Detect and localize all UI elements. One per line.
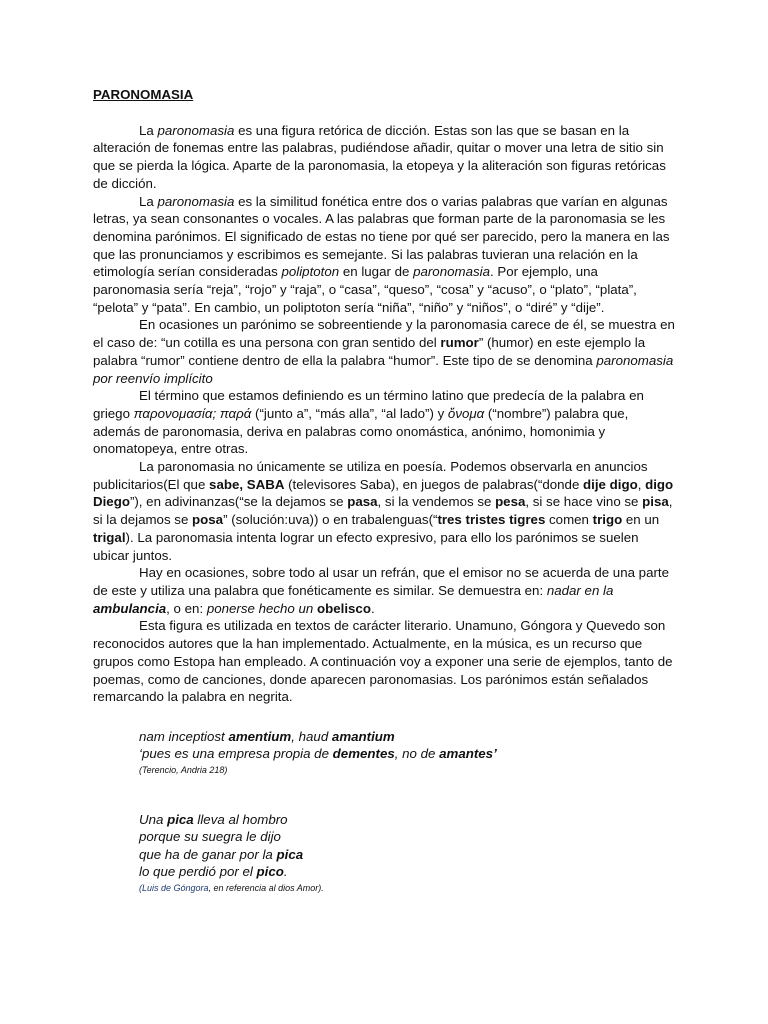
paragraph: La paronomasia es una figura retórica de dicción. Estas son las que se basan en la alteración de fonemas entre las palabras, pudiéndose añadir, quitar o mover una letra de sitio sin que se pierda la lógica. Aparte de la paronomasia, la etopeya y la aliteración son figuras retóricas de dicción. (93, 122, 666, 191)
document-title: PARONOMASIA (93, 87, 194, 102)
quote-line: ‘pues es una empresa propia de dementes, no de amantes’ (139, 746, 497, 762)
quote-line: que ha de ganar por la pica (139, 846, 304, 862)
paragraph: En ocasiones un parónimo se sobreentiende y la paronomasia carece de él, se muestra en el caso de: “un cotilla es una persona con gran sentido del rumor” (humor) en este ejemplo la palabra “rumor” contiene dentro de ella la palabra “humor”. Este tipo de se denomina paronomasia por reenvío implícito (93, 317, 675, 386)
paragraph: La paronomasia no únicamente se utiliza en poesía. Podemos observarla en anuncios publicitarios(El que sabe, SABA (televisores Saba), en juegos de palabras(“donde dije digo, digo Diego”), en adivinanzas(“se la dejamos se pasa, si la vendemos se pesa, si se hace vino se pisa, si la dejamos se posa” (solución:uva)) o en trabalenguas(“tres tristes tigres comen trigo en un trigal). La paronomasia intenta lograr un efecto expresivo, para ello los parónimos se suelen ubicar juntos. (93, 459, 674, 563)
citation-text: , en referencia al dios Amor). (208, 882, 324, 893)
quote-block-terencio (139, 728, 678, 777)
citation-link[interactable]: (Luis de Góngora (139, 882, 209, 893)
paragraph-list (93, 122, 678, 706)
paragraph: Esta figura es utilizada en textos de carácter literario. Unamuno, Góngora y Quevedo son reconocidos autores que la han implementado. Actualmente, en la música, es un recurso que grupos como Estopa han empleado. A continuación voy a exponer una serie de ejemplos, tanto de poemas, como de canciones, donde aparecen paronomasias. Los parónimos están señalados remarcando la palabra en negrita. (93, 618, 673, 705)
quote-line: Una pica lleva al hombro (139, 811, 288, 827)
quote-citation: (Terencio, Andria 218) (139, 764, 228, 775)
document-body (93, 86, 678, 895)
quote-citation (139, 881, 678, 895)
paragraph: Hay en ocasiones, sobre todo al usar un refrán, que el emisor no se acuerda de una parte de este y utiliza una palabra que fonéticamente es similar. Se demuestra en: nadar en la ambulancia, o en: ponerse hecho un obelisco. (93, 565, 669, 616)
quote-line: nam inceptiost amentium, haud amantium (139, 728, 395, 744)
quote-line: lo que perdió por el pico. (139, 864, 288, 880)
paragraph: La paronomasia es la similitud fonética entre dos o varias palabras que varían en algunas letras, ya sean consonantes o vocales. A las palabras que forman parte de la paronomasia se les denomina parónimos. El significado de estas no tiene por qué ser parecido, pero la manera en las que las pronunciamos y escribimos es semejante. Si las palabras tuvieran una relación en la etimología serían consideradas poliptoton en lugar de paronomasia. Por ejemplo, una paronomasia sería “reja”, “rojo” y “raja”, o “casa”, “queso”, “cosa” y “acuso”, o “plato”, “plata”, “pelota” y “pata”. En cambio, un poliptoton sería “niña”, “niño” y “niños”, o “diré” y “dije”. (93, 193, 670, 315)
paragraph: El término que estamos definiendo es un término latino que predecía de la palabra en griego παρονομασία; παρά (“junto a”, “más alla”, “al lado”) y ὄνομα (“nombre”) palabra que, además de paronomasia, deriva en palabras como onomástica, anónimo, homonimia y onomatopeya, entre otras. (93, 388, 644, 457)
quote-line: porque su suegra le dijo (139, 829, 281, 845)
quote-block-gongora (139, 811, 678, 895)
